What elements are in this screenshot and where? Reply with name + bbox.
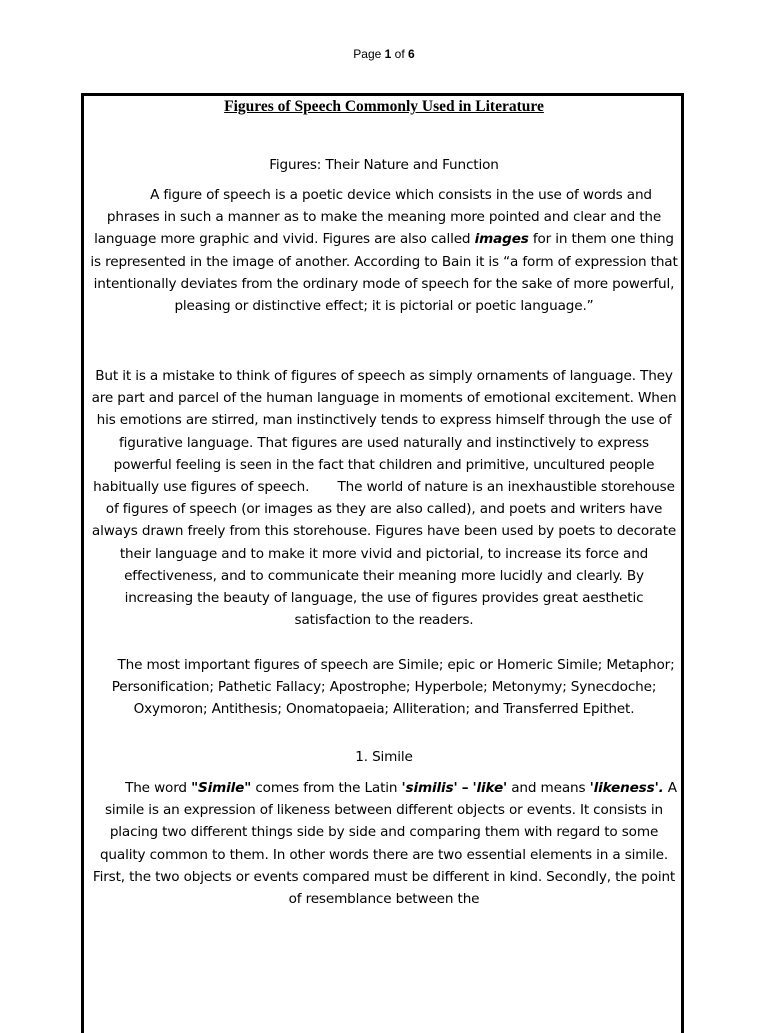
paragraph-2: But it is a mistake to think of figures of speech as simply ornaments of language. They are part and parcel of the human language in moments of emotional excitement. When his emotions are stirred, man instinctively tends to express himself through the use of figurative language. That figures are used naturally and instinctively to express powerful feeling is seen in the fact that children and primitive, uncultured people habitually use figures of speech. The world of nature is an inexhaustible storehouse of figures of speech (or images as they are also called), and poets and writers have always drawn freely from this storehouse. Figures have been used by poets to decorate their language and to make it more vivid and pictorial, to increase its force and effectiveness, and to communicate their meaning more lucidly and clearly. By increasing the beauty of language, the use of figures provides great aesthetic satisfaction to the readers.: [91, 368, 677, 629]
document-title: Figures of Speech Commonly Used in Literature: [224, 98, 544, 115]
page-of: of: [394, 47, 405, 61]
page-current: 1: [384, 47, 392, 61]
page-total: 6: [408, 47, 415, 61]
likeness-term: 'likeness'.: [589, 780, 664, 796]
subtitle-text: Figures: Their Nature and Function: [269, 157, 499, 173]
simile-term: "Simile": [191, 780, 252, 796]
paragraph-4: The word "Simile" comes from the Latin 'similis' – 'like' and means 'likeness'. A simile is an expression of likeness between different objects or events. It consists in placing two different things side by side and comparing them with regard to some quality common to them. In other words there are two essential elements in a simile. First, the two objects or events compared must be different in kind. Secondly, the point of resemblance between the: [92, 780, 677, 908]
paragraph-1: A figure of speech is a poetic device which consists in the use of words and phrases in such a manner as to make the meaning more pointed and clear and the language more graphic and vivid. Figures are also called images for in them one thing is represented in the image of another. According to Bain it is “a form of expression that intentionally deviates from the ordinary mode of speech for the sake of more powerful, pleasing or distinctive effect; it is pictorial or poetic language.”: [90, 187, 678, 315]
paragraph-purpose: [88, 365, 680, 631]
similis-term: 'similis': [401, 780, 458, 796]
subtitle: [88, 154, 680, 176]
section-heading: [88, 746, 680, 768]
paragraph-3: The most important figures of speech are Simile; epic or Homeric Simile; Metaphor; Personification; Pathetic Fallacy; Apostrophe; Hyperbole; Metonymy; Synecdoche; Oxymoron; Antithesis; Onomatopaeia; Alliteration; and Transferred Epithet.: [111, 657, 675, 718]
page-number: [0, 47, 768, 61]
paragraph-simile: [88, 777, 680, 910]
images-term: images: [474, 231, 529, 248]
paragraph-list: [88, 654, 680, 721]
page-label: Page: [353, 47, 382, 61]
section-heading-simile: 1. Simile: [355, 749, 413, 765]
like-term: 'like': [472, 780, 508, 796]
paragraph-definition: [88, 184, 680, 317]
